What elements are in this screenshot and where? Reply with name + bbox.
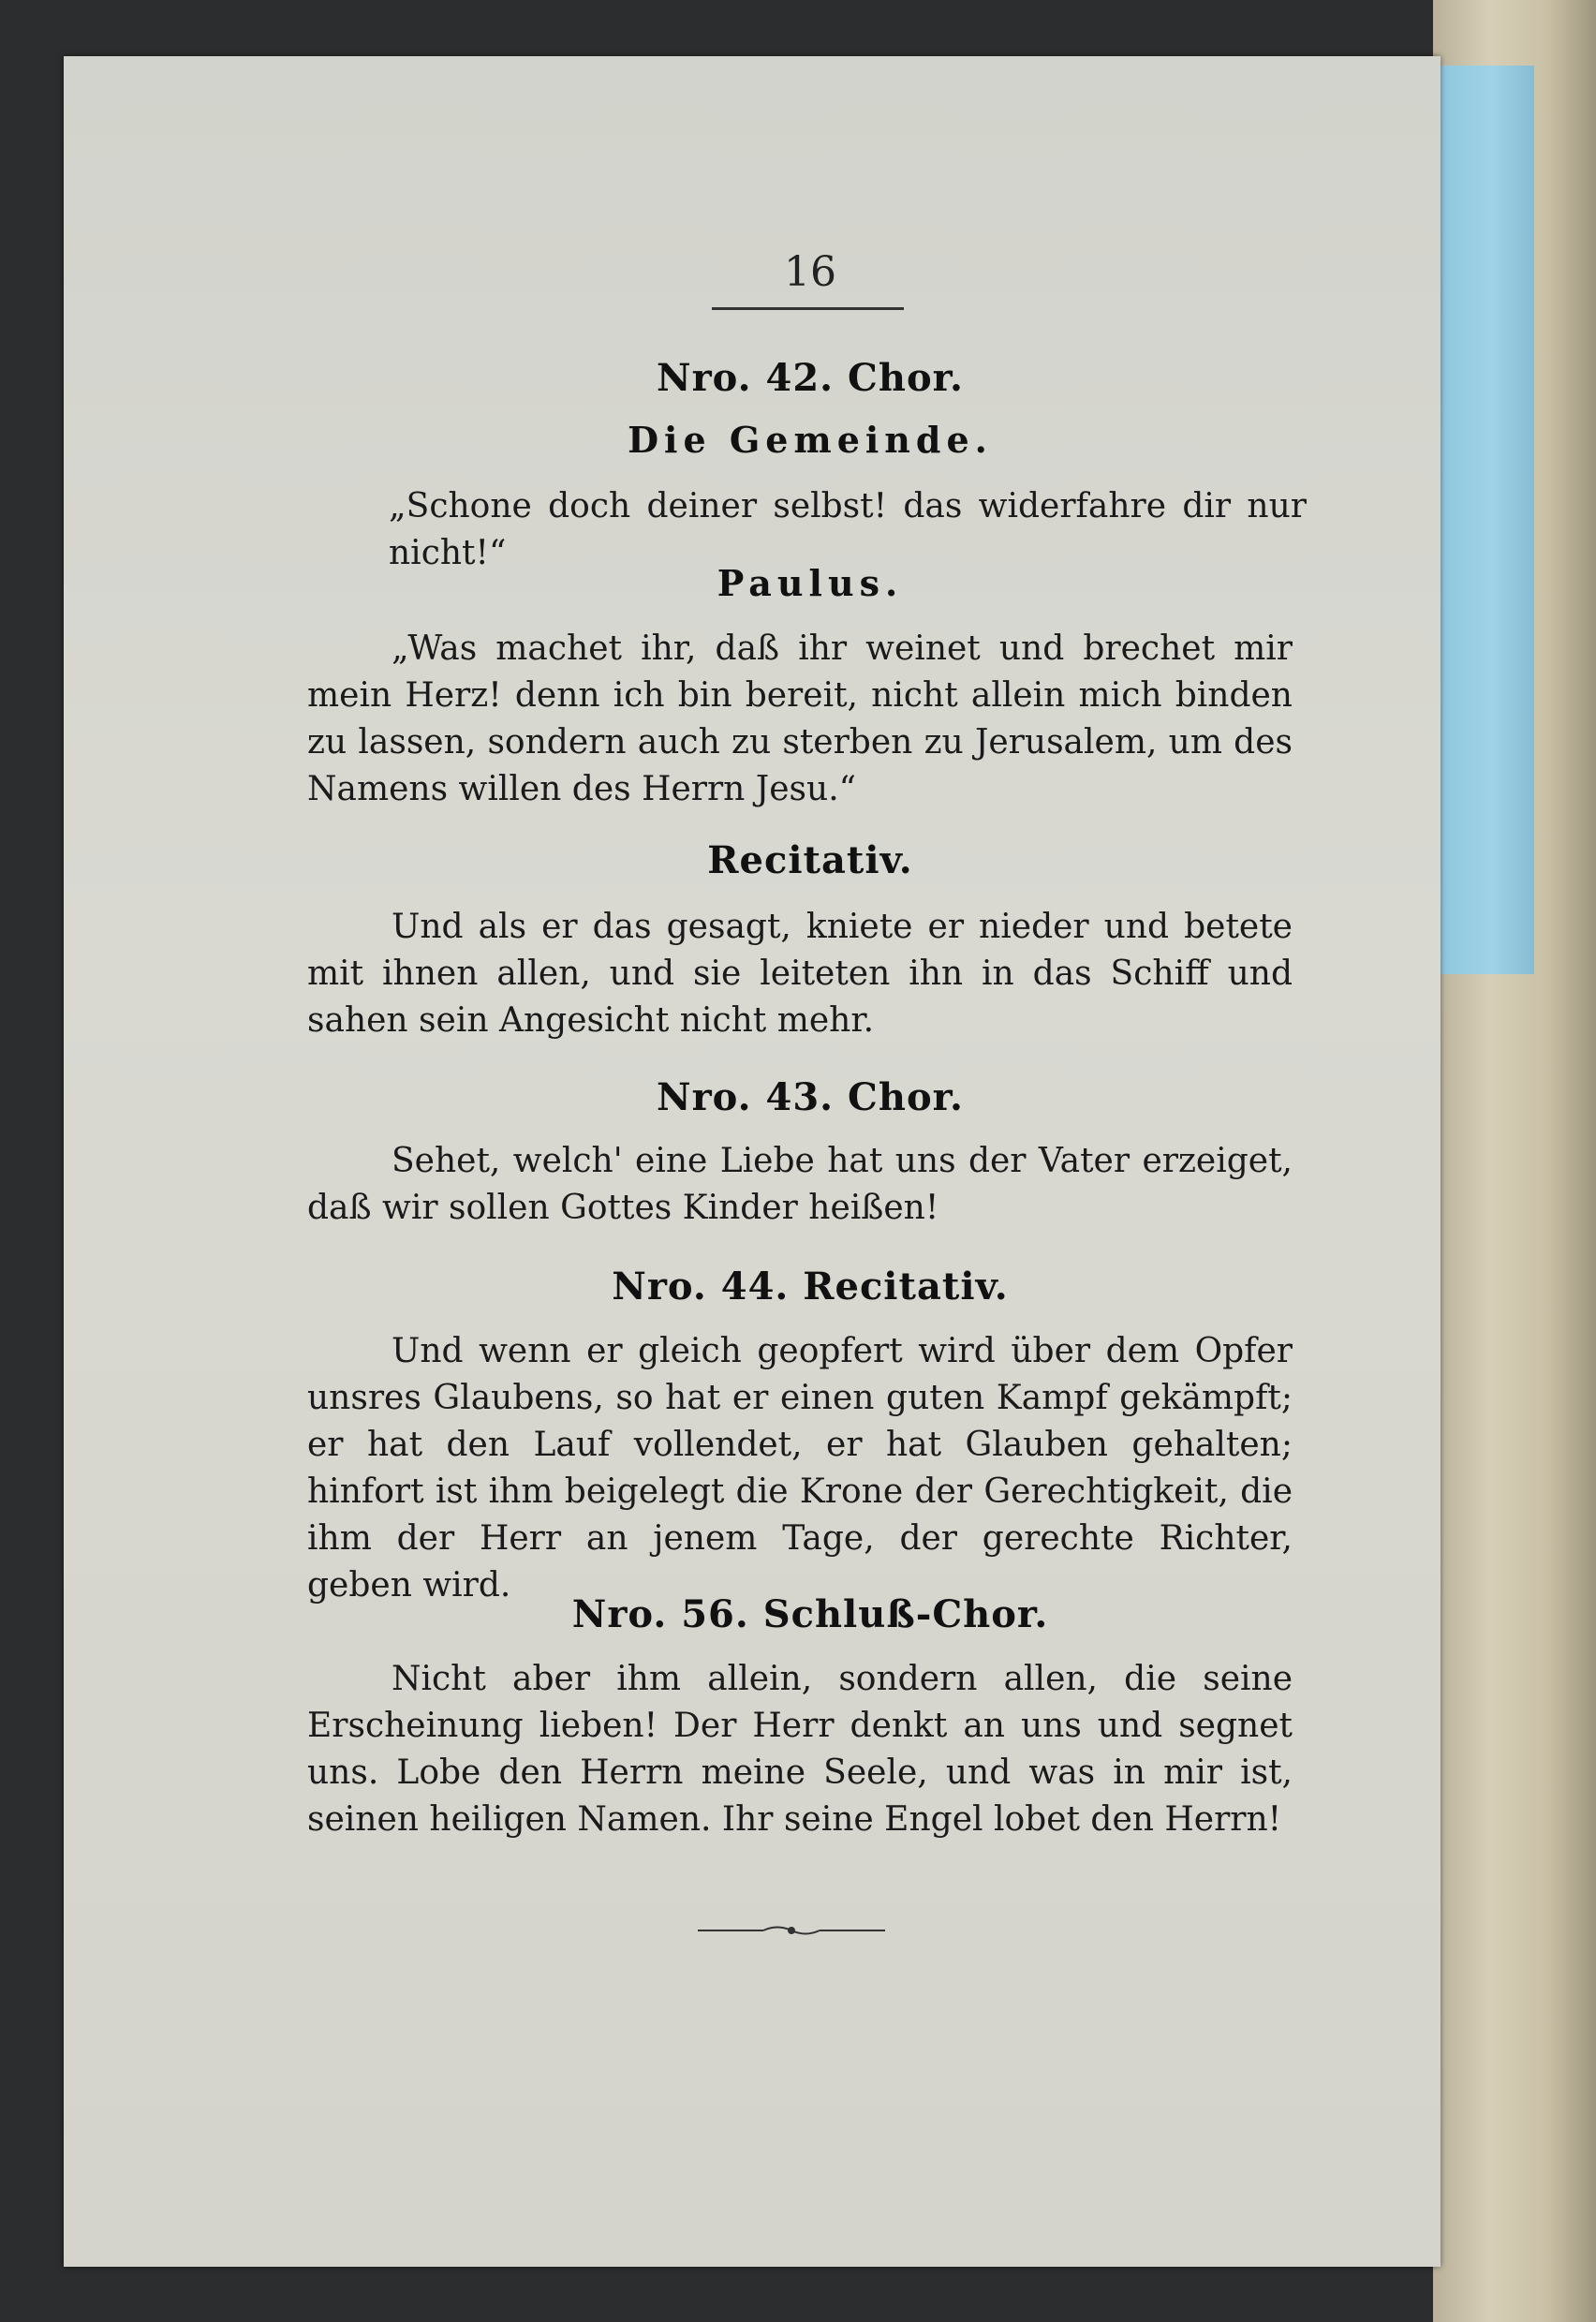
speaker-paulus: Paulus. <box>717 562 904 604</box>
speaker-die-gemeinde: Die Gemeinde. <box>628 419 993 461</box>
section-heading-nro-56: Nro. 56. Schluß-Chor. <box>571 1592 1049 1636</box>
section-heading-nro-43: Nro. 43. Chor. <box>657 1075 964 1119</box>
section-text-nro-42: „Schone doch deiner selbst! das widerfahre dir nur nicht!“ <box>389 487 1307 572</box>
end-ornament <box>698 1924 885 1937</box>
section-text-block <box>307 1138 1293 1232</box>
section-heading-nro-44: Nro. 44. Recitativ. <box>612 1265 1009 1309</box>
section-text-block <box>307 1656 1293 1843</box>
section-text-block <box>307 904 1293 1044</box>
section-text-block <box>307 626 1293 813</box>
page-number: 16 <box>784 248 836 296</box>
section-text-recitativ: Und als er das gesagt, kniete er nieder und betete mit ihnen allen, und sie leiteten ihn in das Schiff und sahen sein Angesicht nicht mehr. <box>307 908 1293 1040</box>
section-text-block <box>307 1328 1293 1609</box>
section-heading-recitativ: Recitativ. <box>707 838 913 882</box>
header-rule <box>712 307 904 310</box>
section-text-nro-43: Sehet, welch' eine Liebe hat uns der Vater erzeiget, daß wir sollen Gottes Kinder heißen! <box>307 1142 1293 1227</box>
section-heading-nro-42: Nro. 42. Chor. <box>657 356 964 400</box>
section-text-paulus: „Was machet ihr, daß ihr weinet und brechet mir mein Herz! denn ich bin bereit, nicht allein mich binden zu lassen, sondern auch zu sterben zu Jerusalem, um des Namens willen des Herrn Jesu.“ <box>307 629 1293 808</box>
section-text-nro-44: Und wenn er gleich geopfert wird über dem Opfer unsres Glaubens, so hat er einen guten Kampf gekämpft; er hat den Lauf vollendet, er hat Glauben gehalten; hinfort ist ihm beigelegt die Krone der Gerechtigkeit, die ihm der Herr an jenem Tage, der gerechte Richter, geben wird. <box>307 1332 1293 1605</box>
section-text-nro-56: Nicht aber ihm allein, sondern allen, die seine Erscheinung lieben! Der Herr denkt an uns und segnet uns. Lobe den Herrn meine Seele, und was in mir ist, seinen heiligen Namen. Ihr seine Engel lobet den Herrn! <box>307 1660 1293 1839</box>
